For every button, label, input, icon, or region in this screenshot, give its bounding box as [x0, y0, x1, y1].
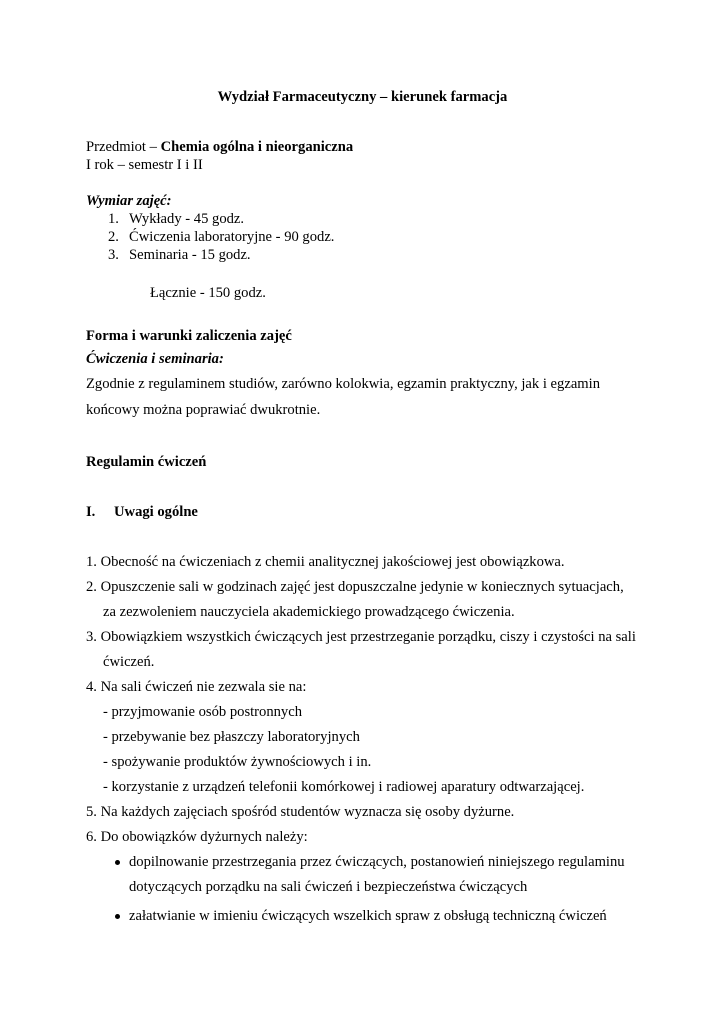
- regulations-heading: Regulamin ćwiczeń: [86, 454, 207, 470]
- rule-line: 2. Opuszczenie sali w godzinach zajęć jest dopuszczalne jedynie w koniecznych sytuacjach,: [86, 579, 624, 595]
- bullet-icon: [115, 914, 120, 919]
- list-item-number: 1.: [108, 211, 119, 227]
- subject-prefix: Przedmiot –: [86, 139, 161, 155]
- hours-total: Łącznie - 150 godz.: [150, 285, 266, 301]
- year-semester: I rok – semestr I i II: [86, 157, 203, 173]
- rule-subitem: - korzystanie z urządzeń telefonii komórkowej i radiowej aparatury odtwarzającej.: [103, 779, 585, 795]
- duty-line: załatwianie w imieniu ćwiczących wszelkich spraw z obsługą techniczną ćwiczeń: [129, 908, 607, 924]
- rule-line: 4. Na sali ćwiczeń nie zezwala sie na:: [86, 679, 307, 695]
- rule-subitem: - przebywanie bez płaszczy laboratoryjnych: [103, 729, 360, 745]
- exercises-heading: Ćwiczenia i seminaria:: [86, 351, 224, 367]
- rule-subitem: - przyjmowanie osób postronnych: [103, 704, 303, 720]
- list-item: Seminaria - 15 godz.: [129, 247, 251, 263]
- list-item: Ćwiczenia laboratoryjne - 90 godz.: [129, 229, 335, 245]
- bullet-icon: [115, 860, 120, 865]
- rule-line: za zezwoleniem nauczyciela akademickiego prowadzącego ćwiczenia.: [103, 604, 515, 620]
- list-item-number: 2.: [108, 229, 119, 245]
- rule-line: ćwiczeń.: [103, 654, 155, 670]
- exercises-text: Zgodnie z regulaminem studiów, zarówno kolokwia, egzamin praktyczny, jak i egzamin: [86, 376, 600, 392]
- exercises-text: końcowy można poprawiać dwukrotnie.: [86, 402, 321, 418]
- rule-subitem: - spożywanie produktów żywnościowych i in.: [103, 754, 372, 770]
- page-title: Wydział Farmaceutyczny – kierunek farmacja: [217, 89, 508, 105]
- subject-name: Chemia ogólna i nieorganiczna: [160, 139, 354, 155]
- rule-line: 1. Obecność na ćwiczeniach z chemii analitycznej jakościowej jest obowiązkowa.: [86, 554, 565, 570]
- duty-line: dotyczących porządku na sali ćwiczeń i bezpieczeństwa ćwiczących: [129, 879, 528, 895]
- duty-line: dopilnowanie przestrzegania przez ćwiczących, postanowień niniejszego regulaminu: [129, 854, 625, 870]
- subject-line: [86, 140, 353, 155]
- rule-line: 5. Na każdych zajęciach spośród studentów wyznacza się osoby dyżurne.: [86, 804, 515, 820]
- section-title: Uwagi ogólne: [114, 504, 198, 520]
- form-heading: Forma i warunki zaliczenia zajęć: [86, 328, 292, 344]
- hours-heading: Wymiar zajęć:: [86, 193, 172, 209]
- list-item-number: 3.: [108, 247, 119, 263]
- list-item: Wykłady - 45 godz.: [129, 211, 245, 227]
- section-number: I.: [86, 504, 96, 520]
- rule-line: 3. Obowiązkiem wszystkich ćwiczących jest przestrzeganie porządku, ciszy i czystości na sali: [86, 629, 636, 645]
- rule-line: 6. Do obowiązków dyżurnych należy:: [86, 829, 308, 845]
